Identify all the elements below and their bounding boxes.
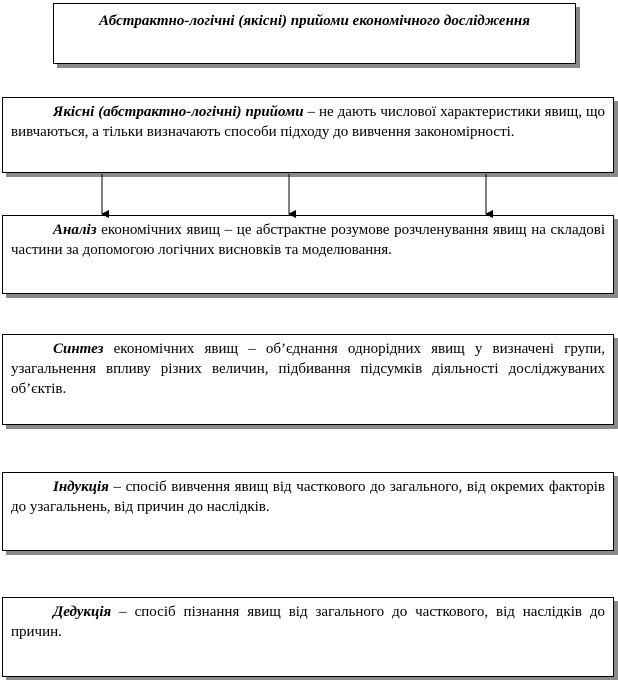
analysis-text: економічних явищ – це абстрактне розумове розчленування явищ на складові частини за допомогою логічних висновків та моделювання. (11, 222, 605, 258)
analysis-term: Аналіз (53, 222, 97, 238)
synthesis-text: економічних явищ – об’єднання однорідних явищ у визначені групи, узагальнення впливу різних величин, підбивання підсумків діяльності досліджуваних об’єктів. (11, 341, 605, 397)
diagram-title: Абстрактно-логічні (якісні) прийоми економічного дослідження (99, 13, 530, 29)
induction-box (2, 472, 614, 551)
induction-term: Індукція (53, 479, 109, 495)
deduction-term: Дедукція (53, 604, 112, 620)
qualitative-methods-box (2, 97, 614, 173)
analysis-box (2, 215, 614, 294)
title-box (53, 3, 576, 64)
induction-text: – спосіб вивчення явищ від часткового до загального, від окремих факторів до узагальнень, від причин до наслідків. (11, 479, 605, 515)
synthesis-box (2, 334, 614, 425)
synthesis-term: Синтез (53, 341, 104, 357)
qualitative-methods-text: – не дають числової характеристики явищ, що вивчаються, а тільки визначають способи підходу до вивчення закономірності. (11, 104, 605, 140)
deduction-text: – спосіб пізнання явищ від загального до часткового, від наслідків до причин. (11, 604, 605, 640)
qualitative-methods-term: Якісні (абстрактно-логічні) прийоми (53, 104, 304, 120)
deduction-box (2, 597, 614, 677)
